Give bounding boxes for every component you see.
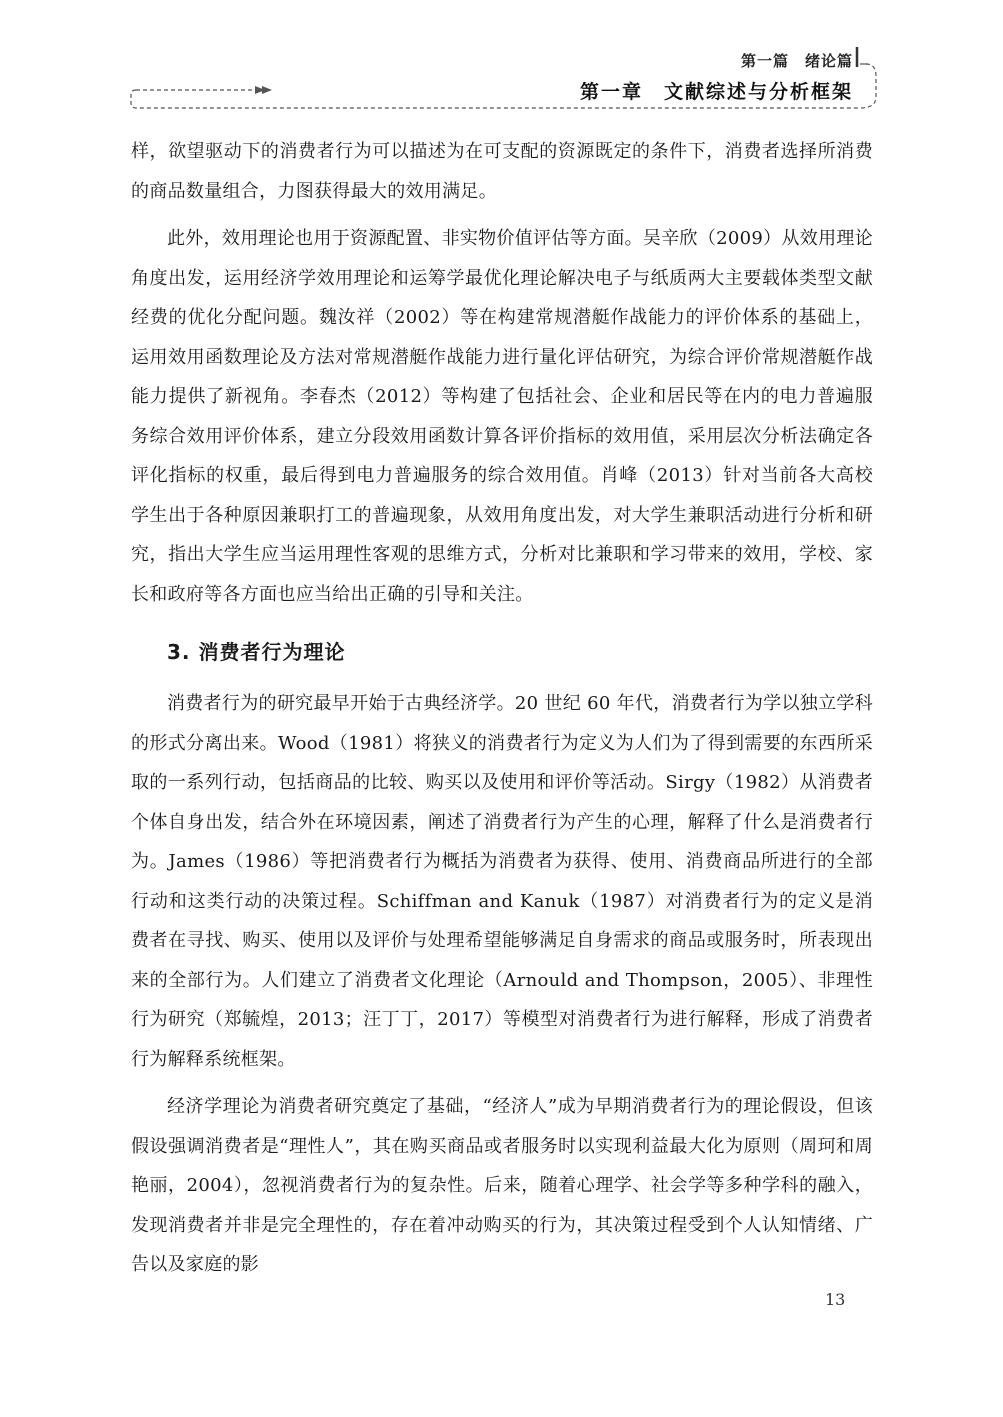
paragraph-3: 消费者行为的研究最早开始于古典经济学。20 世纪 60 年代，消费者行为学以独立学科的形式分离出来。Wood（1981）将狭义的消费者行为定义为人们为了得到需要的东西所采取的一系列行动，包括商品的比较、购买以及使用和评价等活动。Sirgy（1982）从消费者个体自身出发，结合外在环境因素，阐述了消费者行为产生的心理，解释了什么是消费者行为。James（1986）等把消费者行为概括为消费者为获得、使用、消费商品所进行的全部行动和这类行动的决策过程。Schiffman and Kanuk（1987）对消费者行为的定义是消费者在寻找、购买、使用以及评价与处理希望能够满足自身需求的商品或服务时，所表现出来的全部行为。人们建立了消费者文化理论（Arnould and Thompson，2005）、非理性行为研究（郑毓煌，2013；汪丁丁，2017）等模型对消费者行为进行解释，形成了消费者行为解释系统框架。 <box>131 693 873 1070</box>
page-body <box>131 132 873 1293</box>
part-title: 第一篇 绪论篇 <box>740 52 853 70</box>
paragraph-1: 样，欲望驱动下的消费者行为可以描述为在可支配的资源既定的条件下，消费者选择所消费的商品数量组合，力图获得最大的效用满足。 <box>131 141 873 202</box>
paragraph-2: 此外，效用理论也用于资源配置、非实物价值评估等方面。吴辛欣（2009）从效用理论角度出发，运用经济学效用理论和运筹学最优化理论解决电子与纸质两大主要载体类型文献经费的优化分配问题。魏汝祥（2002）等在构建常规潜艇作战能力的评价体系的基础上，运用效用函数理论及方法对常规潜艇作战能力进行量化评估研究，为综合评价常规潜艇作战能力提供了新视角。李春杰（2012）等构建了包括社会、企业和居民等在内的电力普遍服务综合效用评价体系，建立分段效用函数计算各评价指标的效用值，采用层次分析法确定各评化指标的权重，最后得到电力普遍服务的综合效用值。肖峰（2013）针对当前各大高校学生出于各种原因兼职打工的普遍现象，从效用角度出发，对大学生兼职活动进行分析和研究，指出大学生应当运用理性客观的思维方式，分析对比兼职和学习带来的效用，学校、家长和政府等各方面也应当给出正确的引导和关注。 <box>131 228 873 605</box>
running-header <box>0 0 1003 120</box>
page-number: 13 <box>825 1290 846 1309</box>
arrow-icon <box>255 86 272 94</box>
paragraph-4: 经济学理论为消费者研究奠定了基础，“经济人”成为早期消费者行为的理论假设，但该假设强调消费者是“理性人”，其在购买商品或者服务时以实现利益最大化为原则（周珂和周艳丽，2004），忽视消费者行为的复杂性。后来，随着心理学、社会学等多种学科的融入，发现消费者并非是完全理性的，存在着冲动购买的行为，其决策过程受到个人认知情绪、广告以及家庭的影 <box>131 1096 873 1275</box>
section-heading: 3. 消费者行为理论 <box>167 640 346 664</box>
chapter-title: 第一章 文献综述与分析框架 <box>579 81 853 103</box>
